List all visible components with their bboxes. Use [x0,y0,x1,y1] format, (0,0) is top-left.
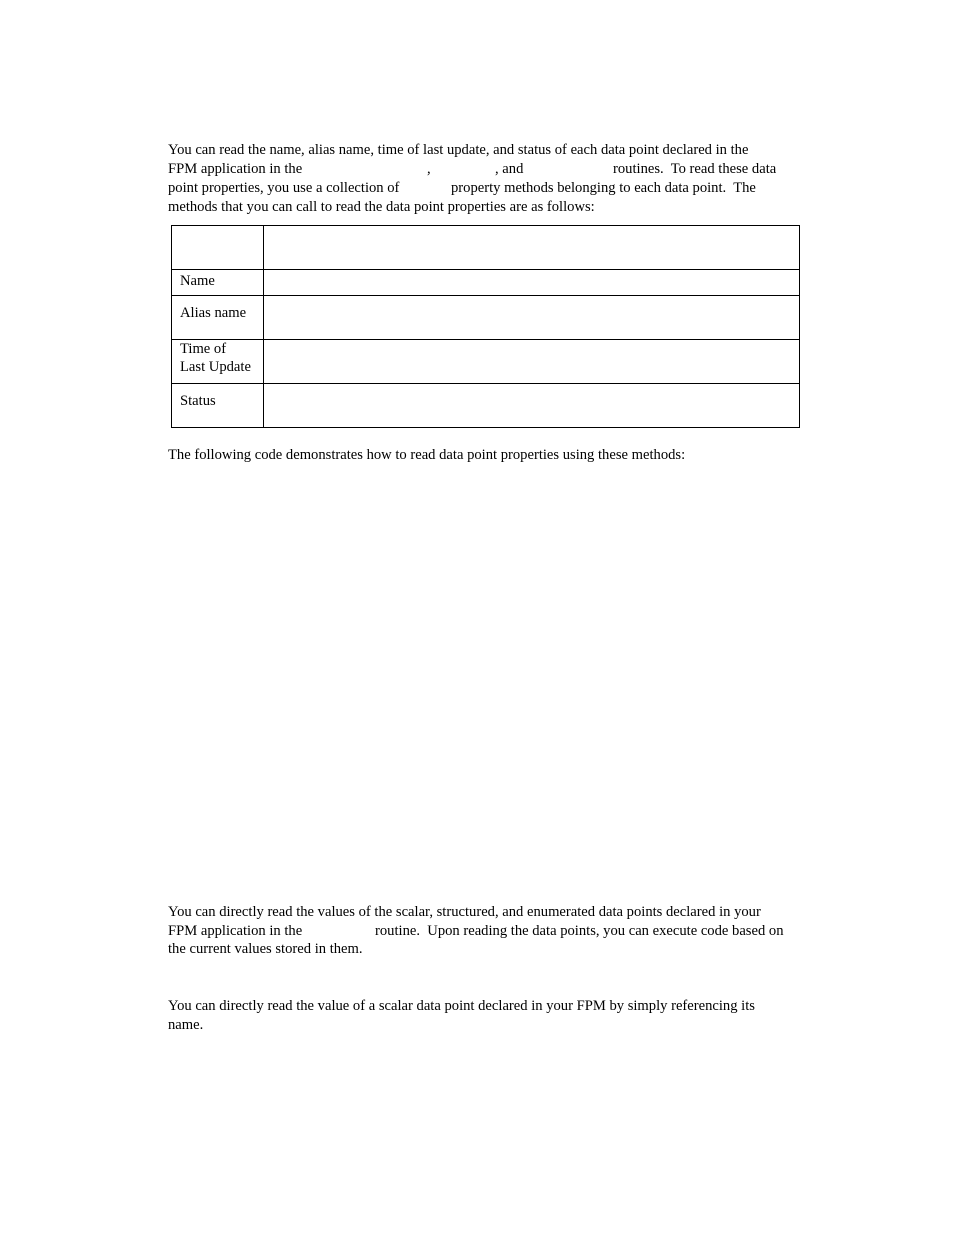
property-line-1: Time of [180,341,227,357]
intro-line-1: You can read the name, alias name, time of last update, and status of each data point declared in the [168,142,749,158]
intro-line-3-start: point properties, you use a collection of [168,180,400,196]
section2-line-1: You can directly read the values of the scalar, structured, and enumerated data points declared in your [168,904,761,920]
property-cell: Alias name [172,296,264,340]
header-cell-property [172,226,264,270]
intro-line-2-and: , and [495,161,524,177]
method-cell [264,340,800,384]
method-cell [264,270,800,296]
section2-line-3: the current values stored in them. [168,941,363,957]
property-cell: Name [172,270,264,296]
property-line-2: Last Update [180,359,251,375]
table-row [172,270,800,296]
property-cell: Status [172,384,264,428]
method-cell [264,296,800,340]
intro-line-2-start: FPM application in the [168,161,303,177]
method-cell [264,384,800,428]
intro-line-2-end: routines. To read these data [613,161,777,177]
intro-line-3-end: property methods belonging to each data point. The [451,180,756,196]
intro-line-2-comma: , [427,161,431,177]
section2-line-2-end: routine. Upon reading the data points, you can execute code based on [375,923,784,939]
section2-line-2-start: FPM application in the [168,923,303,939]
after-table-text: The following code demonstrates how to read data point properties using these methods: [168,447,686,463]
property-methods-table [171,225,800,428]
property-cell [172,340,264,384]
header-cell-method [264,226,800,270]
table-row [172,296,800,340]
section3-line-1: You can directly read the value of a scalar data point declared in your FPM by simply referencing its [168,998,755,1014]
table-row [172,340,800,384]
table-header-row [172,226,800,270]
table-row [172,384,800,428]
section3-line-2: name. [168,1017,204,1033]
intro-line-4: methods that you can call to read the data point properties are as follows: [168,199,595,215]
